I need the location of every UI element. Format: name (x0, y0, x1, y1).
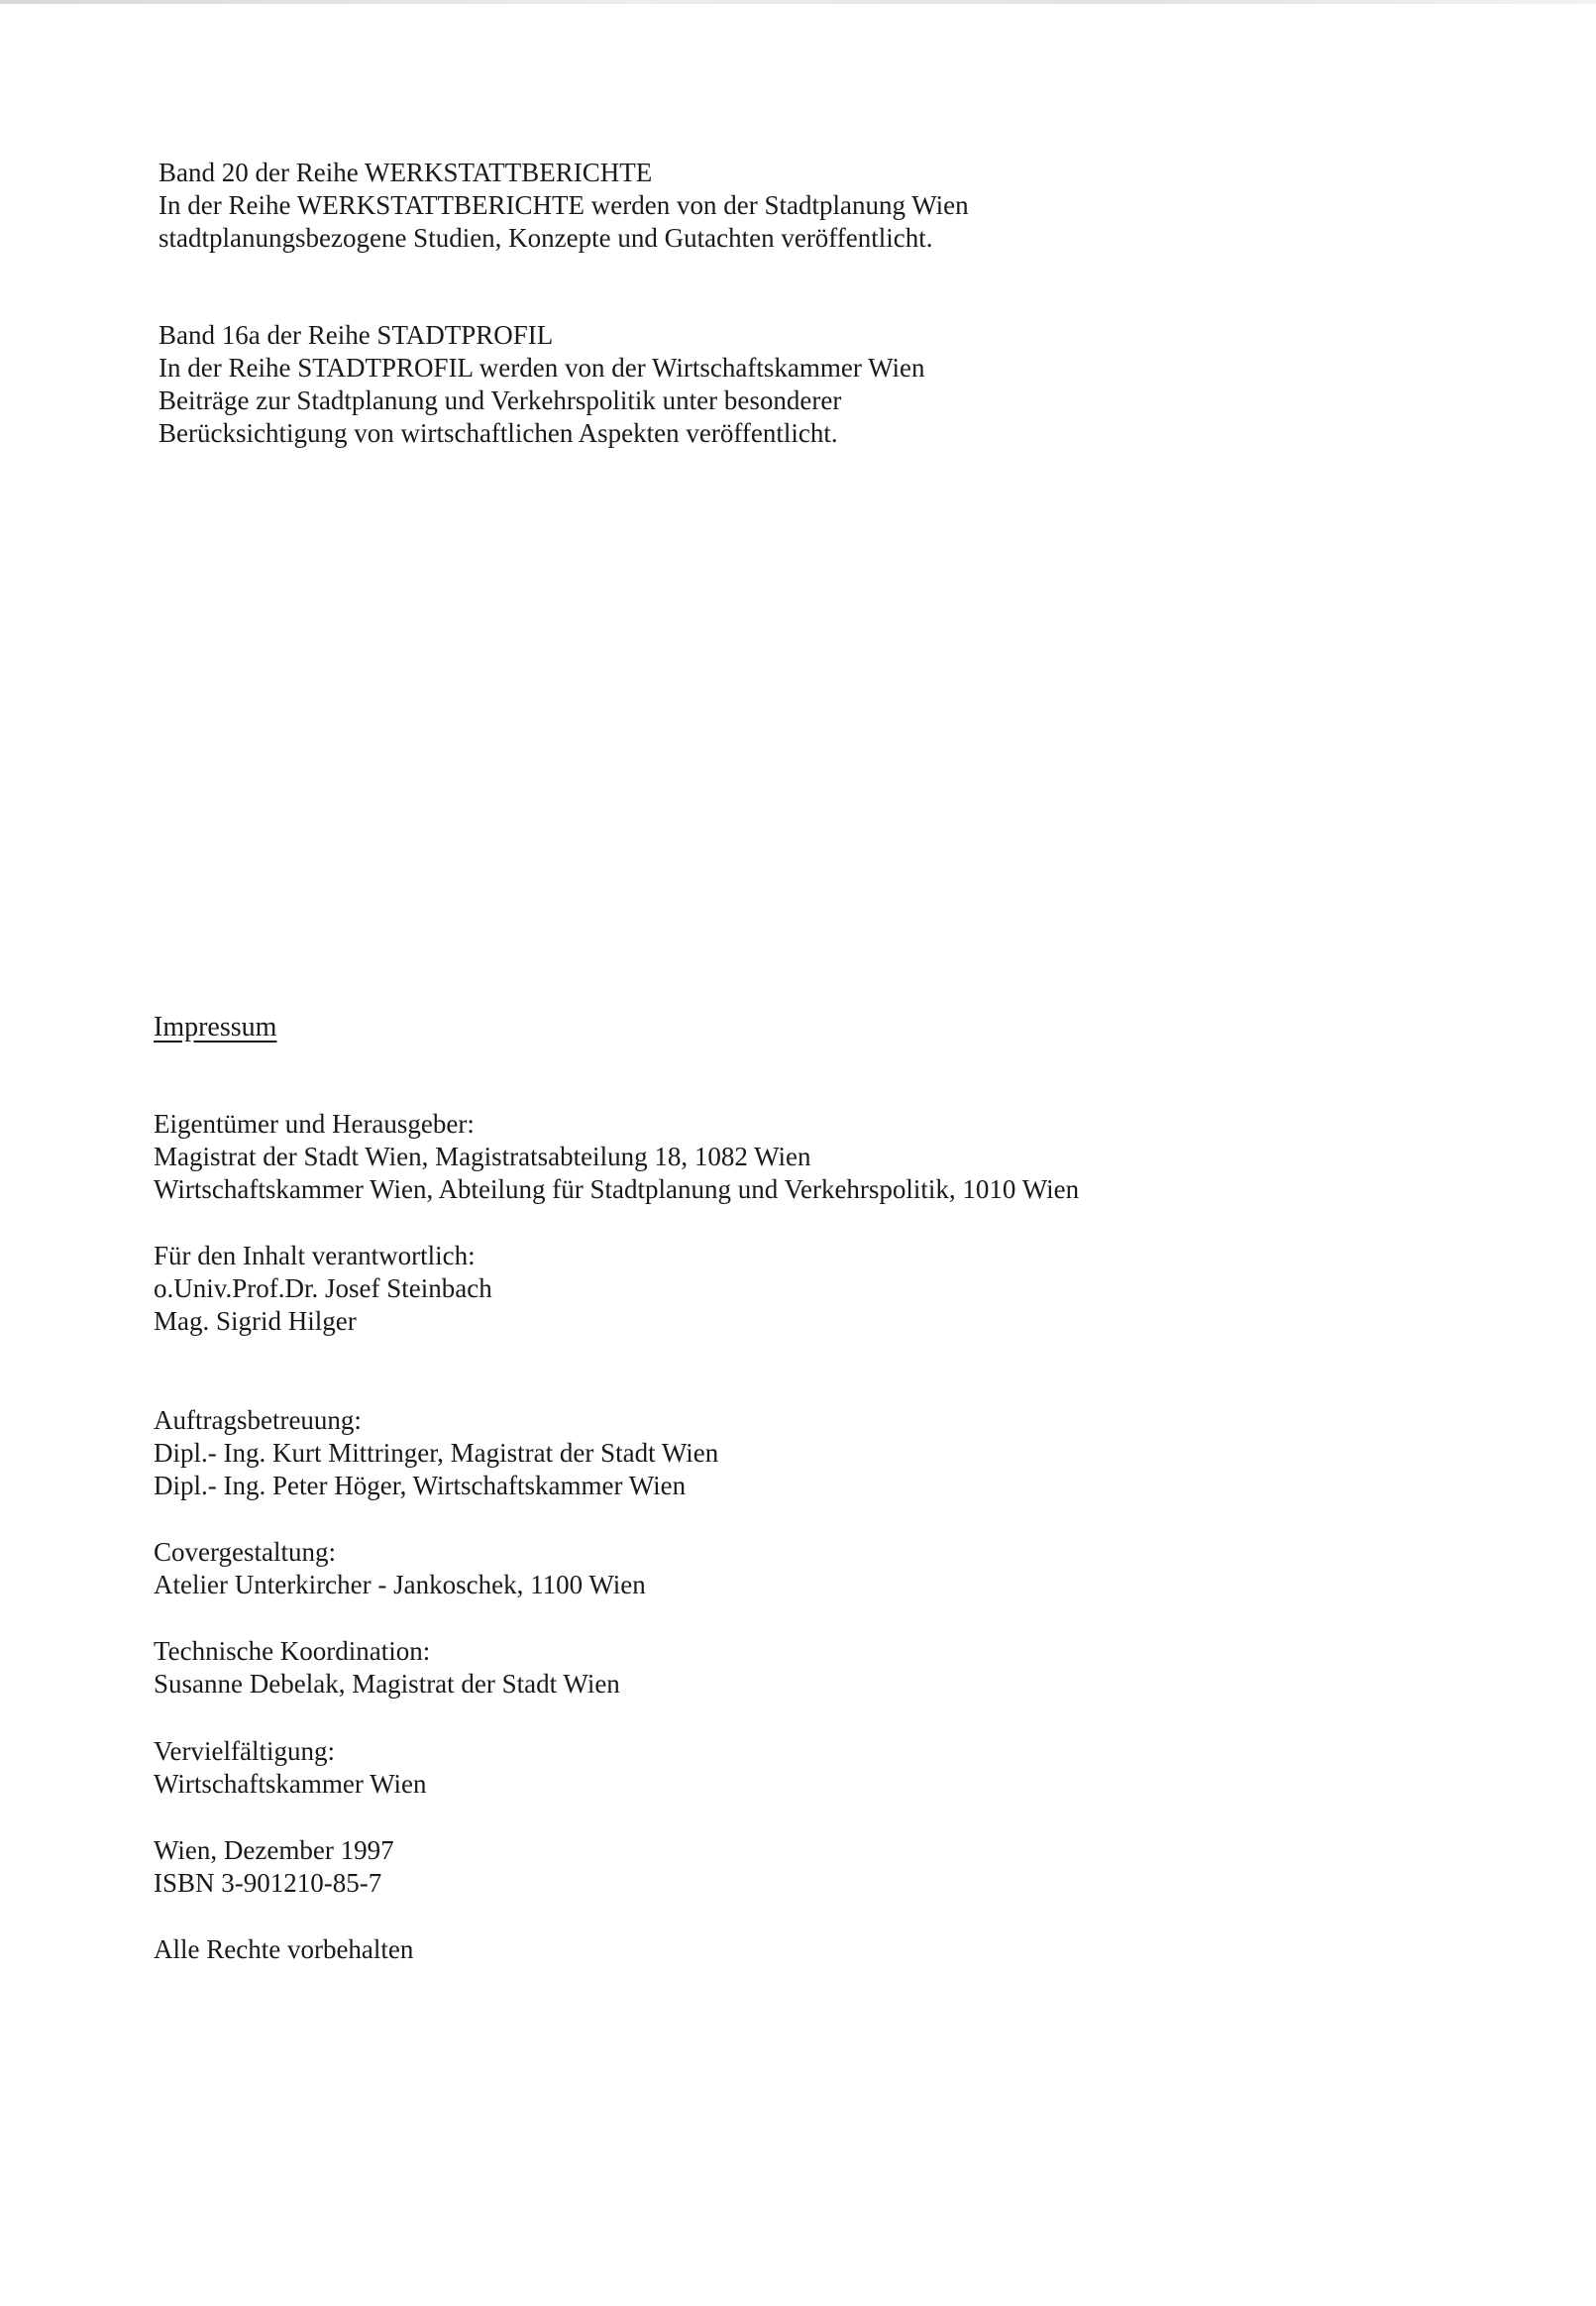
series-werkstatt-text-line: In der Reihe WERKSTATTBERICHTE werden von der Stadtplanung Wien (159, 190, 969, 220)
supervision-section (154, 1404, 718, 1502)
responsible-section (154, 1240, 492, 1338)
supervision-label: Auftragsbetreuung: (154, 1405, 362, 1435)
reproduction-label: Vervielfältigung: (154, 1736, 335, 1766)
date-isbn-section (154, 1834, 394, 1900)
publication-date: Wien, Dezember 1997 (154, 1835, 394, 1865)
rights-section (154, 1933, 413, 1966)
series-stadtprofil (159, 319, 924, 450)
technical-coordination-label: Technische Koordination: (154, 1636, 431, 1666)
series-stadtprofil-title: Band 16a der Reihe STADTPROFIL (159, 320, 554, 350)
supervision-person: Dipl.- Ing. Kurt Mittringer, Magistrat der Stadt Wien (154, 1438, 719, 1468)
cover-design-entry: Atelier Unterkircher - Jankoschek, 1100 Wien (154, 1570, 646, 1599)
responsible-person: Mag. Sigrid Hilger (154, 1306, 357, 1336)
series-werkstattberichte (159, 157, 969, 255)
reproduction-section (154, 1735, 426, 1801)
responsible-label: Für den Inhalt verantwortlich: (154, 1241, 476, 1270)
responsible-person: o.Univ.Prof.Dr. Josef Steinbach (154, 1273, 492, 1303)
supervision-person: Dipl.- Ing. Peter Höger, Wirtschaftskammer Wien (154, 1471, 687, 1500)
series-stadtprofil-text-line: In der Reihe STADTPROFIL werden von der Wirtschaftskammer Wien (159, 353, 925, 383)
series-werkstatt-title: Band 20 der Reihe WERKSTATTBERICHTE (159, 158, 653, 187)
owner-label: Eigentümer und Herausgeber: (154, 1109, 475, 1139)
series-stadtprofil-text-line: Beiträge zur Stadtplanung und Verkehrspolitik unter besonderer (159, 385, 842, 415)
cover-design-label: Covergestaltung: (154, 1537, 336, 1567)
cover-design-section (154, 1536, 646, 1601)
reproduction-entry: Wirtschaftskammer Wien (154, 1769, 427, 1799)
series-stadtprofil-text-line: Berücksichtigung von wirtschaftlichen Aspekten veröffentlicht. (159, 418, 838, 448)
technical-coordination-section (154, 1635, 620, 1701)
series-werkstatt-text-line: stadtplanungsbezogene Studien, Konzepte und Gutachten veröffentlicht. (159, 223, 933, 253)
scan-edge (0, 0, 1596, 4)
isbn: ISBN 3-901210-85-7 (154, 1868, 382, 1898)
impressum-heading: Impressum (154, 1012, 277, 1043)
owner-entry: Magistrat der Stadt Wien, Magistratsabteilung 18, 1082 Wien (154, 1142, 811, 1171)
owner-section (154, 1108, 1079, 1206)
owner-entry: Wirtschaftskammer Wien, Abteilung für Stadtplanung und Verkehrspolitik, 1010 Wien (154, 1174, 1080, 1204)
rights-notice: Alle Rechte vorbehalten (154, 1934, 414, 1964)
technical-coordination-entry: Susanne Debelak, Magistrat der Stadt Wien (154, 1669, 620, 1699)
